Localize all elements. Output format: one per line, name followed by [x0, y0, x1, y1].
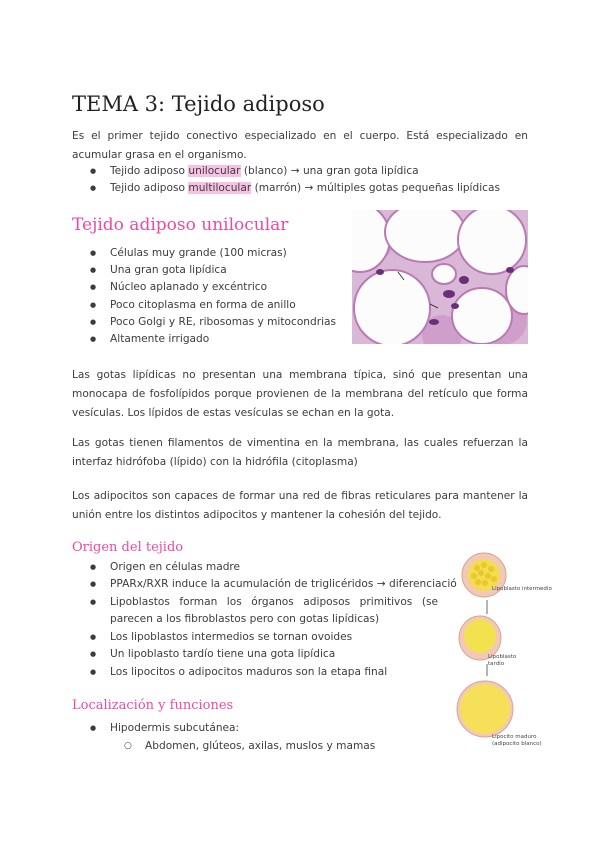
differentiation-figure — [450, 552, 560, 752]
paragraph-vimentin: Las gotas tienen filamentos de vimentina en la membrana, las cuales refuerzan la interfaz hidrófoba (lípido) con la hidrófila (citoplasma) — [72, 437, 528, 468]
list-item: ● Los lipoblastos intermedios se tornan ovoides — [110, 629, 352, 646]
list-item: ● Lipoblastos forman los órganos adiposos primitivos (se parecen a los fibroblastos pero con gotas lipídicas) — [110, 594, 438, 628]
adipocyte-stages-illustration — [450, 552, 560, 752]
highlight-multilocular: multilocular — [188, 182, 252, 194]
list-item: ● Un lipoblasto tardío tiene una gota lipídica — [110, 646, 335, 663]
section-heading-origin: Origen del tejido — [72, 540, 184, 555]
page-title: TEMA 3: Tejido adiposo — [72, 92, 325, 116]
list-item: ● Altamente irrigado — [110, 331, 209, 348]
bullet-text: (blanco) → una gran gota lipídica — [240, 165, 419, 177]
intro-bullet-multilocular — [110, 180, 500, 197]
intro-bullet-unilocular — [110, 163, 419, 180]
list-item: ● Células muy grande (100 micras) — [110, 245, 287, 262]
figure-label-intermediate: Lipoblasto intermedio — [492, 586, 552, 592]
section-heading-unilocular: Tejido adiposo unilocular — [72, 215, 289, 235]
list-item: ● Los lipocitos o adipocitos maduros son la etapa final — [110, 664, 387, 681]
adipose-micrograph-illustration — [352, 210, 528, 344]
list-item: ● Poco Golgi y RE, ribosomas y mitocondrias — [110, 314, 336, 331]
list-item: ● Poco citoplasma en forma de anillo — [110, 297, 296, 314]
figure-label-late: Lipoblasto tardío — [488, 654, 517, 667]
figure-label-mature: Lipocito maduro (adipocito blanco) — [492, 734, 542, 747]
list-item: ● PPARx/RXR induce la acumulación de triglicéridos → diferenciació — [110, 576, 457, 593]
section-heading-location: Localización y funciones — [72, 698, 234, 713]
list-item: ● Hipodermis subcutánea: — [110, 720, 239, 737]
paragraph-reticular-fibers: Los adipocitos son capaces de formar una red de fibras reticulares para mantener la unión entre los distintos adipocitos y mantener la cohesión del tejido. — [72, 490, 528, 521]
bullet-text: Tejido adiposo — [110, 165, 189, 177]
list-item: ● Origen en células madre — [110, 559, 240, 576]
paragraph-lipid-droplets: Las gotas lipídicas no presentan una membrana típica, sinó que presentan una monocapa de fosfolípidos porque provienen de la membrana del retículo que forma vesículas. Los lípidos de estas vesículas se echan en la gota. — [72, 369, 528, 419]
sub-list-item: ○ Abdomen, glúteos, axilas, muslos y mamas — [145, 738, 375, 755]
intro-paragraph: Es el primer tejido conectivo especializado en el cuerpo. Está especializado en acumular grasa en el organismo. — [72, 130, 528, 161]
list-item: ● Una gran gota lipídica — [110, 262, 227, 279]
histology-image — [352, 210, 528, 344]
bullet-text: Tejido adiposo — [110, 182, 189, 194]
highlight-unilocular: unilocular — [188, 165, 241, 177]
list-item: ● Núcleo aplanado y excéntrico — [110, 279, 267, 296]
bullet-text: (marrón) → múltiples gotas pequeñas lipídicas — [251, 182, 500, 194]
